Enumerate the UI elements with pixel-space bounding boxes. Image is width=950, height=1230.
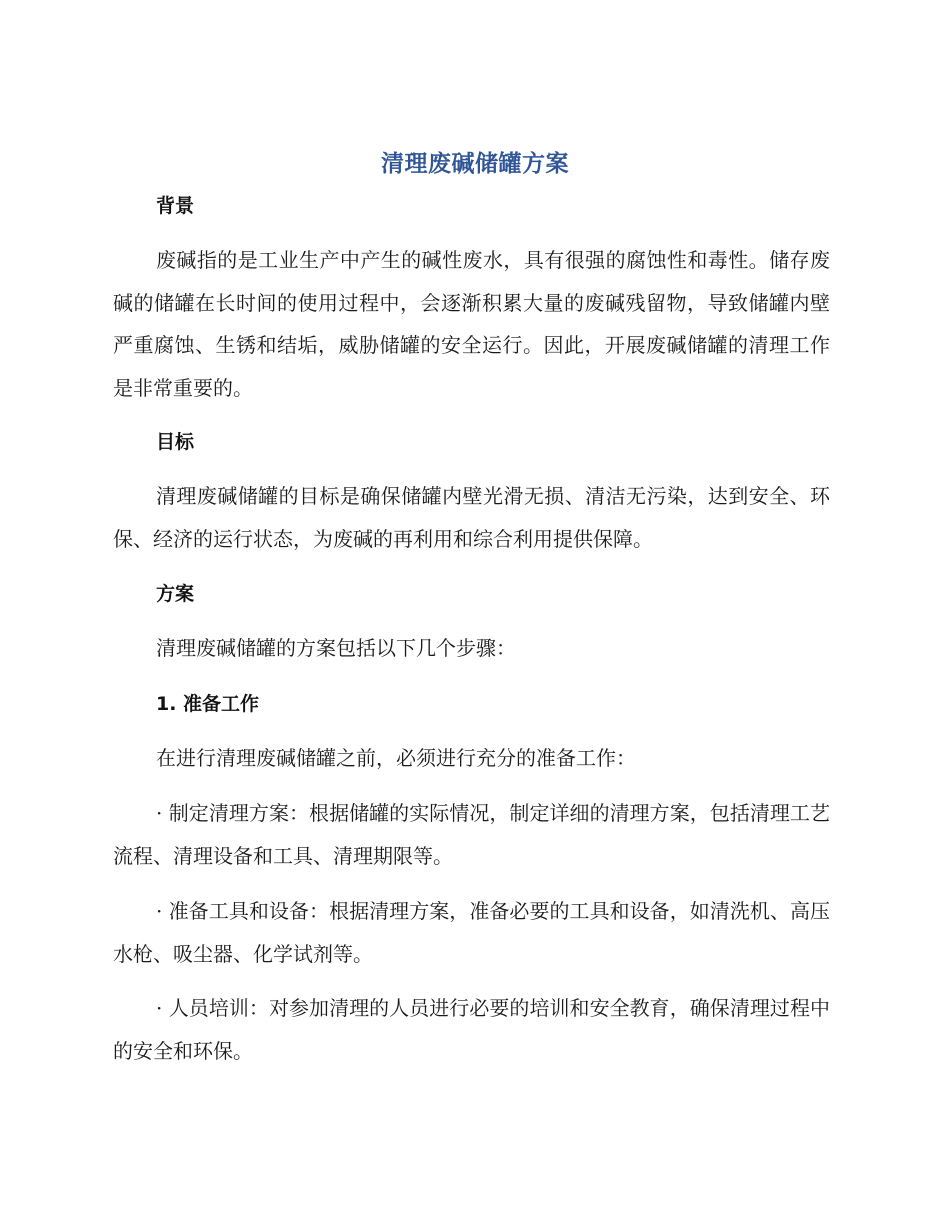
section-heading-goal: 目标 bbox=[156, 431, 195, 453]
bullet-item-plan: · 制定清理方案：根据储罐的实际情况，制定详细的清理方案，包括清理工艺流程、清理设备和工具、清理期限等。 bbox=[113, 801, 830, 868]
document-title: 清理废碱储罐方案 bbox=[381, 151, 569, 177]
background-paragraph: 废碱指的是工业生产中产生的碱性废水，具有很强的腐蚀性和毒性。储存废碱的储罐在长时间的使用过程中，会逐渐积累大量的废碱残留物，导致储罐内壁严重腐蚀、生锈和结垢，威胁储罐的安全运行。因此，开展废碱储罐的清理工作是非常重要的。 bbox=[113, 248, 830, 400]
goal-paragraph: 清理废碱储罐的目标是确保储罐内壁光滑无损、清洁无污染，达到安全、环保、经济的运行状态，为废碱的再利用和综合利用提供保障。 bbox=[113, 484, 830, 551]
section-heading-plan: 方案 bbox=[156, 583, 195, 605]
section-heading-background: 背景 bbox=[156, 195, 195, 217]
step-heading-preparation: 1. 准备工作 bbox=[156, 693, 260, 715]
bullet-item-tools: · 准备工具和设备：根据清理方案，准备必要的工具和设备，如清洗机、高压水枪、吸尘器、化学试剂等。 bbox=[113, 899, 830, 966]
bullet-item-training: · 人员培训：对参加清理的人员进行必要的培训和安全教育，确保清理过程中的安全和环保。 bbox=[113, 996, 830, 1063]
preparation-intro-paragraph: 在进行清理废碱储罐之前，必须进行充分的准备工作： bbox=[156, 746, 636, 770]
plan-intro-paragraph: 清理废碱储罐的方案包括以下几个步骤： bbox=[156, 636, 516, 660]
